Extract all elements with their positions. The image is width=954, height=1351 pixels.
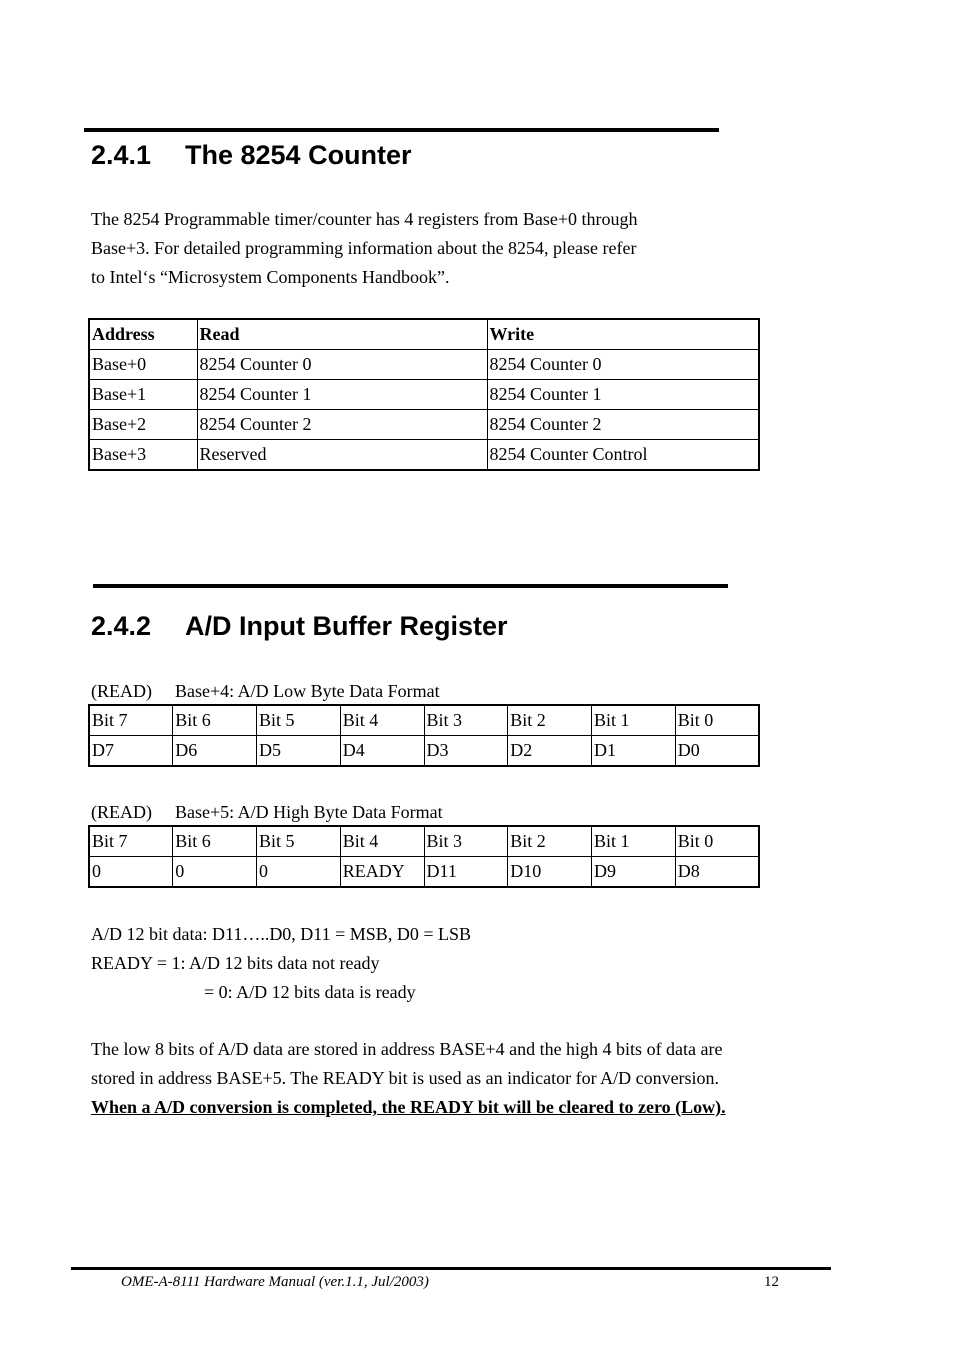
- table-cell: 8254 Counter 0: [487, 350, 759, 380]
- paragraph-line: The low 8 bits of A/D data are stored in address BASE+4 and the high 4 bits of data are: [91, 1039, 723, 1059]
- table-row: [89, 826, 759, 857]
- table-cell: Base+0: [89, 350, 197, 380]
- table-row: [89, 705, 759, 736]
- section-title: The 8254 Counter: [185, 140, 412, 170]
- section-number: 2.4.1: [91, 140, 152, 170]
- table-cell: Bit 1: [592, 705, 676, 736]
- note-line: READY = 1: A/D 12 bits data not ready: [91, 953, 380, 973]
- table-cell: D8: [675, 857, 759, 888]
- table-cell: Bit 7: [89, 705, 173, 736]
- table-cell: Bit 1: [592, 826, 676, 857]
- table-cell: Bit 4: [340, 705, 424, 736]
- table-cell: Bit 3: [424, 826, 508, 857]
- table-cell: D3: [424, 736, 508, 767]
- table-row: [89, 380, 759, 410]
- table-cell: 0: [173, 857, 257, 888]
- table-cell: Bit 6: [173, 826, 257, 857]
- emphasis-line: When a A/D conversion is completed, the READY bit will be cleared to zero (Low).: [91, 1097, 726, 1117]
- paragraph-line: The 8254 Programmable timer/counter has 4 registers from Base+0 through: [91, 209, 638, 229]
- page-number: 12: [764, 1274, 779, 1290]
- caption-text: Base+4: A/D Low Byte Data Format: [175, 681, 440, 701]
- intro-paragraph: [91, 205, 638, 292]
- header-cell: Read: [197, 319, 487, 350]
- table-cell: D4: [340, 736, 424, 767]
- ready-notes: [91, 920, 471, 1007]
- table-row: [89, 410, 759, 440]
- table-cell: D2: [508, 736, 592, 767]
- access-tag: (READ): [91, 802, 152, 822]
- table-cell: 8254 Counter Control: [487, 440, 759, 471]
- high-byte-caption: [91, 802, 443, 823]
- table-cell: 8254 Counter 1: [487, 380, 759, 410]
- table-cell: Bit 7: [89, 826, 173, 857]
- table-row: [89, 350, 759, 380]
- section-number: 2.4.2: [91, 611, 152, 641]
- table-cell: 8254 Counter 2: [197, 410, 487, 440]
- paragraph-line: Base+3. For detailed programming information about the 8254, please refer: [91, 238, 637, 258]
- footer-rule: [71, 1267, 831, 1270]
- table-row: [89, 857, 759, 888]
- table-cell: D10: [508, 857, 592, 888]
- storage-paragraph: [91, 1035, 726, 1122]
- table-row: [89, 440, 759, 471]
- caption-text: Base+5: A/D High Byte Data Format: [175, 802, 443, 822]
- table-cell: Bit 0: [675, 826, 759, 857]
- table-cell: Bit 0: [675, 705, 759, 736]
- table-cell: 8254 Counter 0: [197, 350, 487, 380]
- header-cell: Write: [487, 319, 759, 350]
- note-line: A/D 12 bit data: D11…..D0, D11 = MSB, D0 = LSB: [91, 924, 471, 944]
- table-cell: Base+2: [89, 410, 197, 440]
- table-cell: 8254 Counter 1: [197, 380, 487, 410]
- section-rule-middle: [93, 584, 728, 588]
- table-row: [89, 736, 759, 767]
- table-cell: Reserved: [197, 440, 487, 471]
- table-header-row: [89, 319, 759, 350]
- table-cell: Bit 3: [424, 705, 508, 736]
- table-cell: 0: [89, 857, 173, 888]
- counter-register-table: [88, 318, 760, 471]
- paragraph-line: to Intel‘s “Microsystem Components Handbook”.: [91, 267, 450, 287]
- section-rule-top: [84, 128, 719, 132]
- table-cell: D5: [257, 736, 341, 767]
- table-cell: READY: [340, 857, 424, 888]
- table-cell: D7: [89, 736, 173, 767]
- paragraph-line: stored in address BASE+5. The READY bit is used as an indicator for A/D conversion.: [91, 1068, 720, 1088]
- table-cell: D6: [173, 736, 257, 767]
- table-cell: 8254 Counter 2: [487, 410, 759, 440]
- footer-title: OME-A-8111 Hardware Manual (ver.1.1, Jul/2003): [121, 1274, 429, 1290]
- table-cell: Bit 6: [173, 705, 257, 736]
- note-line: = 0: A/D 12 bits data is ready: [204, 982, 416, 1002]
- table-cell: Bit 2: [508, 826, 592, 857]
- section-title: A/D Input Buffer Register: [185, 611, 508, 641]
- table-cell: 0: [257, 857, 341, 888]
- high-byte-table: [88, 825, 760, 888]
- low-byte-table: [88, 704, 760, 767]
- table-cell: Bit 4: [340, 826, 424, 857]
- table-cell: D0: [675, 736, 759, 767]
- table-cell: Bit 5: [257, 705, 341, 736]
- table-cell: Bit 5: [257, 826, 341, 857]
- table-cell: D1: [592, 736, 676, 767]
- header-cell: Address: [89, 319, 197, 350]
- section-heading-8254: [91, 140, 412, 171]
- table-cell: Base+1: [89, 380, 197, 410]
- table-cell: D11: [424, 857, 508, 888]
- low-byte-caption: [91, 681, 440, 702]
- section-heading-ad-buffer: [91, 611, 508, 642]
- access-tag: (READ): [91, 681, 152, 701]
- table-cell: Base+3: [89, 440, 197, 471]
- table-cell: Bit 2: [508, 705, 592, 736]
- table-cell: D9: [592, 857, 676, 888]
